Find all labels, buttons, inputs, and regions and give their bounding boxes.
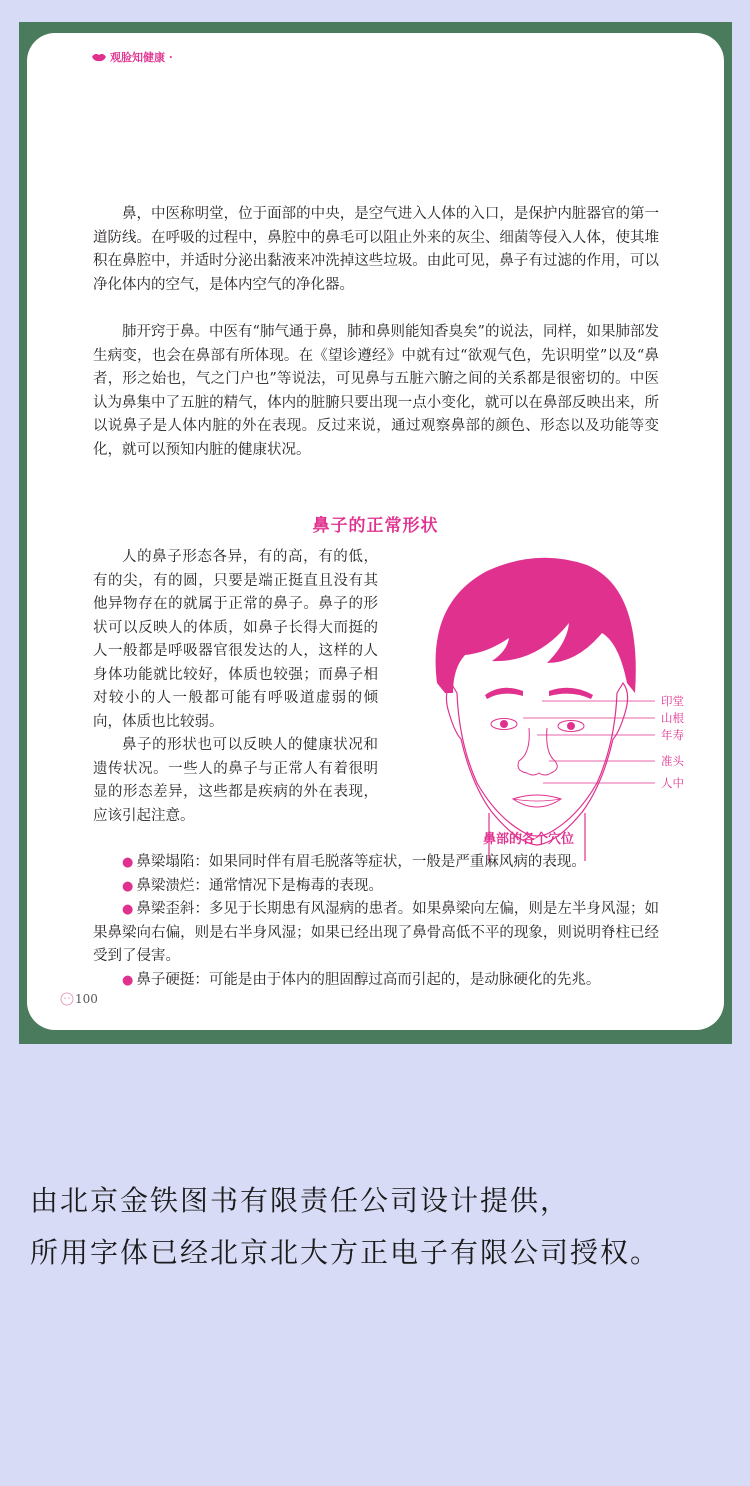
page-number bbox=[60, 992, 98, 1006]
bullet-text: 鼻子硬挺：可能是由于体内的胆固醇过高而引起的，是动脉硬化的先兆。 bbox=[136, 971, 601, 988]
bullet-text: 鼻梁溃烂：通常情况下是梅毒的表现。 bbox=[136, 877, 383, 894]
paragraph-text: 鼻子的形状也可以反映人的健康状况和遗传状况。一些人的鼻子与正常人有着很明显的形态差异，这些都是疾病的外在表现，应该引起注意。 bbox=[93, 737, 378, 824]
bullet-dot-icon: ● bbox=[122, 855, 134, 870]
face-outline bbox=[446, 683, 627, 845]
list-item bbox=[93, 969, 659, 993]
footer-credits bbox=[30, 1175, 730, 1279]
label-zhuntou: 准头 bbox=[661, 754, 684, 768]
label-yintang: 印堂 bbox=[661, 694, 684, 708]
section-text-column bbox=[93, 546, 378, 828]
header-title: 观脸知健康 · bbox=[110, 51, 173, 64]
bullet-text: 鼻梁歪斜：多见于长期患有风湿病的患者。如果鼻梁向左偏，则是左半身风湿；如果鼻梁向右偏，则是右半身风湿；如果已经出现了鼻骨高低不平的现象，则说明脊柱已经受到了侵害。 bbox=[93, 901, 660, 964]
paragraph-text: 肺开窍于鼻。中医有“肺气通于鼻，肺和鼻则能知香臭矣”的说法，同样，如果肺部发生病变，也会在鼻部有所体现。在《望诊遵经》中就有过“欲观气色，先识明堂”以及“鼻者，形之始也，气之门户也”等说法，可见鼻与五脏六腑之间的关系都是很密切的。中医认为鼻集中了五脏的精气，体内的脏腑只要出现一点小变化，就可以在鼻部反映出来，所以说鼻子是人体内脏的外在表现。反过来说，通过观察鼻部的颜色、形态以及功能等变化，就可以预知内脏的健康状况。 bbox=[93, 324, 659, 458]
list-item bbox=[93, 875, 659, 899]
list-item bbox=[93, 851, 659, 875]
face-acupoint-figure bbox=[397, 543, 697, 863]
page-number-text: 100 bbox=[75, 992, 98, 1006]
label-shangen: 山根 bbox=[661, 711, 684, 725]
list-item bbox=[93, 898, 659, 969]
paragraph-text: 人的鼻子形态各异，有的高，有的低，有的尖，有的圆，只要是端正挺直且没有其他异物存在的就属于正常的鼻子。鼻子的形状可以反映人的体质，如鼻子长得大而挺的人一般都是呼吸器官很发达的人，这样的人身体功能就比较好，体质也较强；而鼻子相对较小的人一般都可能有呼吸道虚弱的倾向，体质也比较弱。 bbox=[93, 549, 378, 730]
section-title: 鼻子的正常形状 bbox=[312, 516, 439, 536]
bullet-dot-icon: ● bbox=[122, 902, 134, 917]
figure-caption: 鼻部的各个穴位 bbox=[483, 832, 575, 847]
paragraph-text: 鼻，中医称明堂，位于面部的中央，是空气进入人体的入口，是保护内脏器官的第一道防线。在呼吸的过程中，鼻腔中的鼻毛可以阻止外来的灰尘、细菌等侵入人体，使其堆积在鼻腔中，并适时分泌出黏液来冲洗掉这些垃圾。由此可见，鼻子有过滤的作用，可以净化体内的空气，是体内空气的净化器。 bbox=[93, 206, 659, 293]
lips-icon bbox=[91, 52, 107, 62]
label-nianshou: 年寿 bbox=[661, 728, 684, 742]
footer-line-2: 所用字体已经北京北大方正电子有限公司授权。 bbox=[30, 1236, 661, 1269]
intro-paragraph-1 bbox=[93, 203, 659, 297]
bullet-dot-icon: ● bbox=[122, 878, 134, 894]
intro-paragraph-2 bbox=[93, 321, 659, 462]
bullet-dot-icon: ● bbox=[122, 972, 134, 988]
hair bbox=[436, 558, 636, 693]
bullet-text: 鼻梁塌陷：如果同时伴有眉毛脱落等症状，一般是严重麻风病的表现。 bbox=[136, 854, 586, 870]
bullet-list bbox=[93, 851, 659, 992]
running-header bbox=[91, 50, 173, 64]
footer-line-1: 由北京金铁图书有限责任公司设计提供， bbox=[30, 1184, 571, 1217]
label-renzhong: 人中 bbox=[661, 776, 684, 790]
face-icon bbox=[60, 992, 74, 1006]
book-page bbox=[27, 33, 724, 1030]
